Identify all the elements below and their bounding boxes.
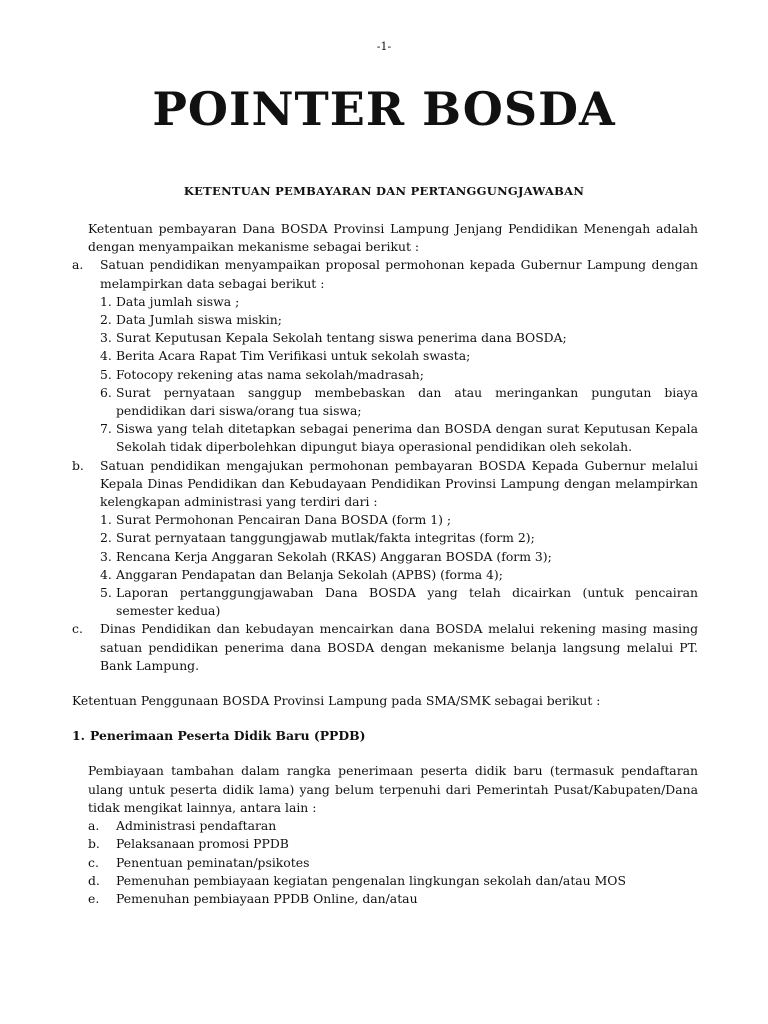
document-body: [72, 220, 698, 908]
list-item: 2. Data Jumlah siswa miskin;: [100, 312, 282, 328]
ppdb-intro: Pembiayaan tambahan dalam rangka penerimaan peserta didik baru (termasuk pendaftaran ulang untuk peserta didik lama) yang belum terpenuhi dari Pemerintah Pusat/Kabupaten/Dana tidak mengikat lainnya, antara lain :: [88, 763, 698, 815]
usage-intro: Ketentuan Penggunaan BOSDA Provinsi Lampung pada SMA/SMK sebagai berikut :: [72, 693, 601, 709]
list-marker: a.: [72, 257, 84, 273]
list-item: 2. Surat pernyataan tanggungjawab mutlak/fakta integritas (form 2);: [100, 530, 535, 546]
list-item: 1. Surat Permohonan Pencairan Dana BOSDA (form 1) ;: [100, 512, 452, 528]
ppdb-list: [88, 817, 698, 908]
list-item-c: [72, 620, 698, 675]
list-item: 3. Rencana Kerja Anggaran Sekolah (RKAS) Anggaran BOSDA (form 3);: [100, 548, 552, 564]
list-item-a: [72, 256, 698, 456]
list-item-text: Satuan pendidikan menyampaikan proposal permohonan kepada Gubernur Lampung dengan melampirkan data sebagai berikut :: [100, 257, 698, 291]
list-item-text: Dinas Pendidikan dan kebudayan mencairkan dana BOSDA melalui rekening masing masing satuan pendidikan penerima dana BOSDA dengan mekanisme belanja langsung melalui PT. Bank Lampung.: [100, 621, 698, 673]
page-title: POINTER BOSDA: [152, 82, 616, 136]
list-item: b. Pelaksanaan promosi PPDB: [88, 836, 289, 852]
list-item: 4. Anggaran Pendapatan dan Belanja Sekolah (APBS) (forma 4);: [100, 566, 503, 582]
sublist-b: [72, 511, 698, 620]
section-subtitle: KETENTUAN PEMBAYARAN DAN PERTANGGUNGJAWABAN: [183, 184, 585, 198]
sublist-a: [72, 293, 698, 457]
list-item: 7. Siswa yang telah ditetapkan sebagai penerima dan BOSDA dengan surat Keputusan Kepala Sekolah tidak diperbolehkan dipungut biaya operasional pendidikan oleh sekolah.: [100, 421, 698, 455]
section-heading-ppdb: [72, 727, 698, 745]
list-item: 6. Surat pernyataan sanggup membebaskan dan atau meringankan pungutan biaya pendidikan dari siswa/orang tua siswa;: [100, 384, 698, 419]
list-item: 5. Laporan pertanggungjawaban Dana BOSDA yang telah dicairkan (untuk pencairan semester kedua): [100, 585, 698, 619]
list-item: c. Penentuan peminatan/psikotes: [88, 854, 310, 870]
list-item-b: [72, 457, 698, 621]
list-item: 5. Fotocopy rekening atas nama sekolah/madrasah;: [100, 366, 424, 382]
list-marker: c.: [72, 621, 83, 637]
heading-text: Penerimaan Peserta Didik Baru (PPDB): [90, 728, 366, 744]
list-item: 4. Berita Acara Rapat Tim Verifikasi untuk sekolah swasta;: [100, 348, 471, 364]
list-item: 1. Data jumlah siswa ;: [100, 293, 240, 309]
list-marker: b.: [72, 457, 84, 473]
heading-marker: 1.: [72, 728, 85, 744]
list-item: a. Administrasi pendaftaran: [88, 818, 277, 834]
list-item: d. Pemenuhan pembiayaan kegiatan pengenalan lingkungan sekolah dan/atau MOS: [88, 872, 626, 888]
page-number: -1-: [376, 40, 392, 53]
list-item: e. Pemenuhan pembiayaan PPDB Online, dan/atau: [88, 890, 418, 906]
list-item-text: Satuan pendidikan mengajukan permohonan pembayaran BOSDA Kepada Gubernur melalui Kepala Dinas Pendidikan dan Kebudayaan Pendidikan Provinsi Lampung dengan melampirkan kelengkapan administrasi yang terdiri dari :: [100, 457, 698, 510]
list-item: 3. Surat Keputusan Kepala Sekolah tentang siswa penerima dana BOSDA;: [100, 330, 567, 346]
payment-list: [72, 256, 698, 675]
intro-paragraph: Ketentuan pembayaran Dana BOSDA Provinsi Lampung Jenjang Pendidikan Menengah adalah dengan menyampaikan mekanisme sebagai berikut :: [88, 221, 698, 255]
